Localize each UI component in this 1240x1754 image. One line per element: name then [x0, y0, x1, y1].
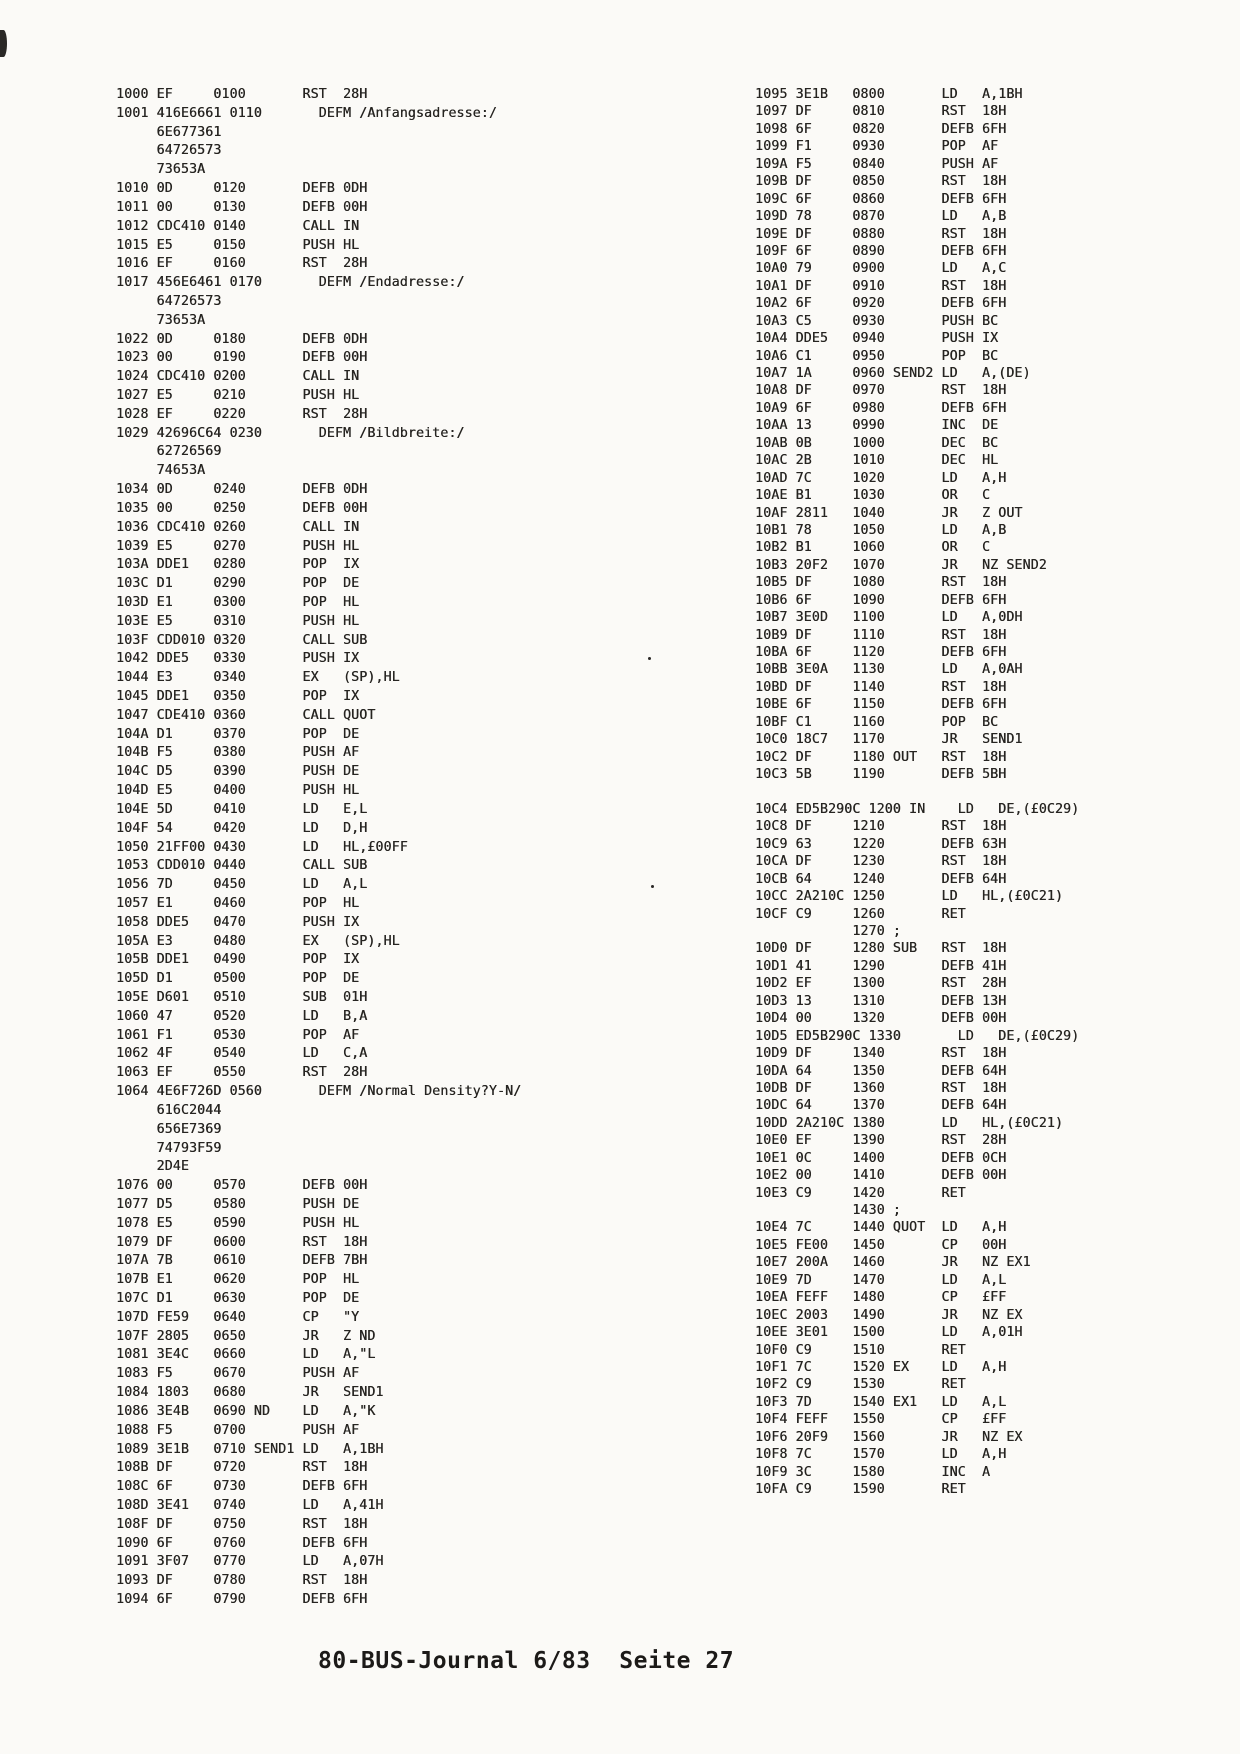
listing-line: 1061 F1 0530 POP AF	[116, 1027, 360, 1043]
listing-line: 103C D1 0290 POP DE	[116, 576, 360, 592]
listing-line: 103F CDD010 0320 CALL SUB	[116, 632, 368, 648]
listing-line: 1017 456E6461 0170 DEFM /Endadresse:/	[116, 275, 465, 291]
listing-line: 10E7 200A 1460 JR NZ EX1	[755, 1255, 1031, 1271]
listing-line: 104B F5 0380 PUSH AF	[116, 745, 360, 761]
listing-line: 10AE B1 1030 OR C	[755, 488, 991, 504]
listing-line: 10D1 41 1290 DEFB 41H	[755, 958, 1007, 974]
listing-line: 10E2 00 1410 DEFB 00H	[755, 1168, 1007, 1184]
listing-line: 10E5 FE00 1450 CP 00H	[755, 1237, 1007, 1253]
listing-line: 1035 00 0250 DEFB 00H	[116, 500, 368, 516]
listing-line: 10CF C9 1260 RET	[755, 906, 966, 922]
listing-line: 10B7 3E0D 1100 LD A,0DH	[755, 610, 1023, 626]
listing-line: 10C0 18C7 1170 JR SEND1	[755, 732, 1023, 748]
listing-line: 103D E1 0300 POP HL	[116, 594, 360, 610]
listing-line: 1093 DF 0780 RST 18H	[116, 1573, 368, 1589]
listing-line: 107A 7B 0610 DEFB 7BH	[116, 1253, 368, 1269]
listing-line: 10D5 ED5B290C 1330 LD DE,(£0C29)	[755, 1028, 1080, 1044]
listing-line: 62726569	[116, 444, 222, 460]
listing-line: 64726573	[116, 293, 222, 309]
listing-line: 10F8 7C 1570 LD A,H	[755, 1447, 1007, 1463]
listing-line: 10CB 64 1240 DEFB 64H	[755, 871, 1007, 887]
listing-line: 1045 DDE1 0350 POP IX	[116, 689, 360, 704]
listing-line: 10B9 DF 1110 RST 18H	[755, 627, 1007, 643]
listing-line: 616C2044	[116, 1102, 222, 1118]
listing-line: 1010 0D 0120 DEFB 0DH	[116, 181, 368, 197]
listing-line: 1090 6F 0760 DEFB 6FH	[116, 1535, 368, 1551]
listing-line: 107D FE59 0640 CP "Y	[116, 1309, 360, 1325]
listing-line: 10AD 7C 1020 LD A,H	[755, 470, 1007, 486]
listing-line: 10CA DF 1230 RST 18H	[755, 854, 1007, 870]
listing-line: 1064 4E6F726D 0560 DEFM /Normal Density?Y-N/	[116, 1084, 522, 1100]
listing-line: 1023 00 0190 DEFB 00H	[116, 350, 368, 366]
listing-line: 105E D601 0510 SUB 01H	[116, 990, 368, 1005]
listing-line: 10F0 C9 1510 RET	[755, 1342, 966, 1358]
listing-line: 10F6 20F9 1560 JR NZ EX	[755, 1429, 1023, 1445]
listing-line: 10C2 DF 1180 OUT RST 18H	[755, 749, 1007, 765]
listing-line: 1029 42696C64 0230 DEFM /Bildbreite:/	[116, 425, 465, 441]
listing-line: 108B DF 0720 RST 18H	[116, 1460, 368, 1476]
listing-line: 10A3 C5 0930 PUSH BC	[755, 313, 999, 329]
listing-line: 1058 DDE5 0470 PUSH IX	[116, 914, 360, 930]
listing-line: 10C4 ED5B290C 1200 IN LD DE,(£0C29)	[755, 801, 1080, 817]
listing-line: 108F DF 0750 RST 18H	[116, 1516, 368, 1532]
listing-line: 1083 F5 0670 PUSH AF	[116, 1366, 360, 1382]
listing-line: 10DA 64 1350 DEFB 64H	[755, 1063, 1007, 1079]
listing-line: 1062 4F 0540 LD C,A	[116, 1046, 368, 1062]
listing-line: 1430 ;	[755, 1203, 901, 1218]
listing-line: 656E7369	[116, 1121, 222, 1137]
listing-line: 10F2 C9 1530 RET	[755, 1377, 966, 1393]
listing-line: 1042 DDE5 0330 PUSH IX	[116, 651, 360, 667]
listing-line: 109A F5 0840 PUSH AF	[755, 156, 999, 172]
scan-artifact	[651, 885, 654, 888]
listing-line: 10D3 13 1310 DEFB 13H	[755, 993, 1007, 1009]
listing-line: 107F 2805 0650 JR Z ND	[116, 1328, 376, 1344]
listing-line: 1015 E5 0150 PUSH HL	[116, 237, 360, 253]
listing-line: 1001 416E6661 0110 DEFM /Anfangsadresse:/	[116, 105, 497, 121]
listing-line: 10E9 7D 1470 LD A,L	[755, 1272, 1007, 1288]
listing-line: 1000 EF 0100 RST 28H	[116, 87, 368, 102]
listing-line: 10A0 79 0900 LD A,C	[755, 261, 1007, 277]
listing-line: 10D9 DF 1340 RST 18H	[755, 1046, 1007, 1062]
listing-line: 1099 F1 0930 POP AF	[755, 139, 999, 155]
scan-artifact	[0, 30, 7, 57]
listing-line: 103E E5 0310 PUSH HL	[116, 613, 360, 629]
listing-line: 1060 47 0520 LD B,A	[116, 1008, 368, 1024]
scan-artifact	[648, 657, 651, 660]
listing-line: 10B3 20F2 1070 JR NZ SEND2	[755, 557, 1047, 573]
listing-line: 104D E5 0400 PUSH HL	[116, 783, 360, 799]
listing-line: 1016 EF 0160 RST 28H	[116, 256, 368, 272]
listing-line: 1270 ;	[755, 924, 901, 939]
listing-line: 10F9 3C 1580 INC A	[755, 1464, 991, 1480]
listing-line: 10D0 DF 1280 SUB RST 18H	[755, 941, 1007, 957]
listing-line: 10BA 6F 1120 DEFB 6FH	[755, 645, 1007, 660]
listing-line: 104F 54 0420 LD D,H	[116, 820, 368, 836]
listing-line: 105B DDE1 0490 POP IX	[116, 952, 360, 968]
listing-line: 10A7 1A 0960 SEND2 LD A,(DE)	[755, 366, 1031, 381]
listing-line: 10E4 7C 1440 QUOT LD A,H	[755, 1220, 1007, 1236]
listing-line: 1077 D5 0580 PUSH DE	[116, 1196, 360, 1212]
listing-line: 10BF C1 1160 POP BC	[755, 714, 999, 730]
listing-line: 109C 6F 0860 DEFB 6FH	[755, 191, 1007, 207]
listing-line: 10DB DF 1360 RST 18H	[755, 1080, 1007, 1096]
listing-line: 1036 CDC410 0260 CALL IN	[116, 519, 360, 535]
listing-line: 10DD 2A210C 1380 LD HL,(£0C21)	[755, 1115, 1064, 1131]
listing-line: 104C D5 0390 PUSH DE	[116, 764, 360, 780]
listing-line: 10D2 EF 1300 RST 28H	[755, 976, 1007, 992]
listing-line: 109D 78 0870 LD A,B	[755, 209, 1007, 225]
listing-line: 10A2 6F 0920 DEFB 6FH	[755, 296, 1007, 312]
listing-line: 10DC 64 1370 DEFB 64H	[755, 1098, 1007, 1114]
listing-line: 1050 21FF00 0430 LD HL,£00FF	[116, 839, 408, 855]
listing-line: 2D4E	[116, 1159, 189, 1175]
listing-line	[755, 784, 1079, 801]
listing-line: 1094 6F 0790 DEFB 6FH	[116, 1592, 368, 1607]
assembly-listing-right-column	[755, 86, 1079, 1498]
listing-line: 73653A	[116, 162, 206, 178]
listing-line: 10D4 00 1320 DEFB 00H	[755, 1011, 1007, 1027]
listing-line: 109B DF 0850 RST 18H	[755, 174, 1007, 190]
listing-line: 109F 6F 0890 DEFB 6FH	[755, 243, 1007, 259]
listing-line: 10FA C9 1590 RET	[755, 1482, 966, 1497]
listing-line: 10CC 2A210C 1250 LD HL,(£0C21)	[755, 889, 1064, 905]
listing-line: 1047 CDE410 0360 CALL QUOT	[116, 707, 376, 723]
listing-line: 107B E1 0620 POP HL	[116, 1272, 360, 1288]
listing-line: 10BB 3E0A 1130 LD A,0AH	[755, 662, 1023, 678]
listing-line: 107C D1 0630 POP DE	[116, 1291, 360, 1306]
assembly-listing-left-column	[116, 86, 521, 1610]
listing-line: 1028 EF 0220 RST 28H	[116, 406, 368, 422]
listing-line: 10BE 6F 1150 DEFB 6FH	[755, 697, 1007, 713]
listing-line: 6E677361	[116, 124, 222, 140]
listing-line: 10B1 78 1050 LD A,B	[755, 522, 1007, 538]
listing-line: 10EA FEFF 1480 CP £FF	[755, 1290, 1007, 1306]
listing-line: 10B2 B1 1060 OR C	[755, 540, 991, 556]
listing-line: 104E 5D 0410 LD E,L	[116, 801, 368, 817]
listing-line: 10E0 EF 1390 RST 28H	[755, 1133, 1007, 1149]
listing-line: 1086 3E4B 0690 ND LD A,"K	[116, 1403, 376, 1419]
listing-line: 1063 EF 0550 RST 28H	[116, 1065, 368, 1081]
listing-line: 1012 CDC410 0140 CALL IN	[116, 218, 360, 234]
listing-line: 10A8 DF 0970 RST 18H	[755, 383, 1007, 399]
listing-line: 1084 1803 0680 JR SEND1	[116, 1385, 384, 1401]
listing-line: 1034 0D 0240 DEFB 0DH	[116, 482, 368, 498]
listing-line: 1098 6F 0820 DEFB 6FH	[755, 121, 1007, 137]
listing-line: 109E DF 0880 RST 18H	[755, 226, 1007, 242]
listing-line: 73653A	[116, 312, 206, 328]
listing-line: 1095 3E1B 0800 LD A,1BH	[755, 87, 1023, 102]
listing-line: 10E3 C9 1420 RET	[755, 1185, 966, 1201]
listing-line: 1089 3E1B 0710 SEND1 LD A,1BH	[116, 1441, 384, 1457]
listing-line: 104A D1 0370 POP DE	[116, 726, 360, 742]
page-footer: 80-BUS-Journal 6/83 Seite 27	[318, 1648, 735, 1674]
listing-line: 1081 3E4C 0660 LD A,"L	[116, 1347, 376, 1363]
listing-line: 10F3 7D 1540 EX1 LD A,L	[755, 1394, 1007, 1410]
listing-line: 10E1 0C 1400 DEFB 0CH	[755, 1150, 1007, 1166]
listing-line: 108C 6F 0730 DEFB 6FH	[116, 1479, 368, 1495]
listing-line: 10B5 DF 1080 RST 18H	[755, 575, 1007, 591]
listing-line: 1088 F5 0700 PUSH AF	[116, 1422, 360, 1438]
listing-line: 10AF 2811 1040 JR Z OUT	[755, 505, 1023, 521]
listing-line: 10BD DF 1140 RST 18H	[755, 679, 1007, 695]
listing-line: 1097 DF 0810 RST 18H	[755, 104, 1007, 120]
listing-line: 10F1 7C 1520 EX LD A,H	[755, 1359, 1007, 1375]
listing-line: 1053 CDD010 0440 CALL SUB	[116, 858, 368, 874]
listing-line: 10AB 0B 1000 DEC BC	[755, 435, 999, 451]
listing-line: 1039 E5 0270 PUSH HL	[116, 538, 360, 554]
listing-line: 10C9 63 1220 DEFB 63H	[755, 836, 1007, 852]
listing-line: 1011 00 0130 DEFB 00H	[116, 199, 368, 215]
listing-line: 1091 3F07 0770 LD A,07H	[116, 1554, 384, 1570]
listing-line: 1027 E5 0210 PUSH HL	[116, 388, 360, 403]
listing-line: 1076 00 0570 DEFB 00H	[116, 1178, 368, 1194]
listing-line: 64726573	[116, 143, 222, 159]
listing-line: 10A1 DF 0910 RST 18H	[755, 278, 1007, 294]
listing-line: 105D D1 0500 POP DE	[116, 971, 360, 987]
listing-line: 1024 CDC410 0200 CALL IN	[116, 369, 360, 385]
listing-line: 108D 3E41 0740 LD A,41H	[116, 1497, 384, 1513]
listing-line: 74653A	[116, 463, 206, 479]
listing-line: 105A E3 0480 EX (SP),HL	[116, 933, 400, 949]
listing-line: 1079 DF 0600 RST 18H	[116, 1234, 368, 1250]
listing-line: 1057 E1 0460 POP HL	[116, 895, 360, 911]
listing-line: 10EE 3E01 1500 LD A,01H	[755, 1325, 1023, 1341]
listing-line: 1056 7D 0450 LD A,L	[116, 877, 368, 893]
listing-line: 1078 E5 0590 PUSH HL	[116, 1215, 360, 1231]
listing-line: 10A9 6F 0980 DEFB 6FH	[755, 400, 1007, 416]
listing-line: 10AC 2B 1010 DEC HL	[755, 453, 999, 469]
listing-line: 1044 E3 0340 EX (SP),HL	[116, 670, 400, 686]
listing-line: 10F4 FEFF 1550 CP £FF	[755, 1412, 1007, 1428]
listing-line: 103A DDE1 0280 POP IX	[116, 557, 360, 573]
listing-line: 10B6 6F 1090 DEFB 6FH	[755, 592, 1007, 608]
listing-line: 10C3 5B 1190 DEFB 5BH	[755, 767, 1007, 783]
listing-line: 74793F59	[116, 1140, 222, 1156]
listing-line: 10AA 13 0990 INC DE	[755, 418, 999, 434]
listing-line: 10EC 2003 1490 JR NZ EX	[755, 1307, 1023, 1323]
listing-line: 1022 0D 0180 DEFB 0DH	[116, 331, 368, 347]
listing-line: 10A6 C1 0950 POP BC	[755, 348, 999, 364]
listing-line: 10A4 DDE5 0940 PUSH IX	[755, 331, 999, 347]
listing-line: 10C8 DF 1210 RST 18H	[755, 819, 1007, 835]
